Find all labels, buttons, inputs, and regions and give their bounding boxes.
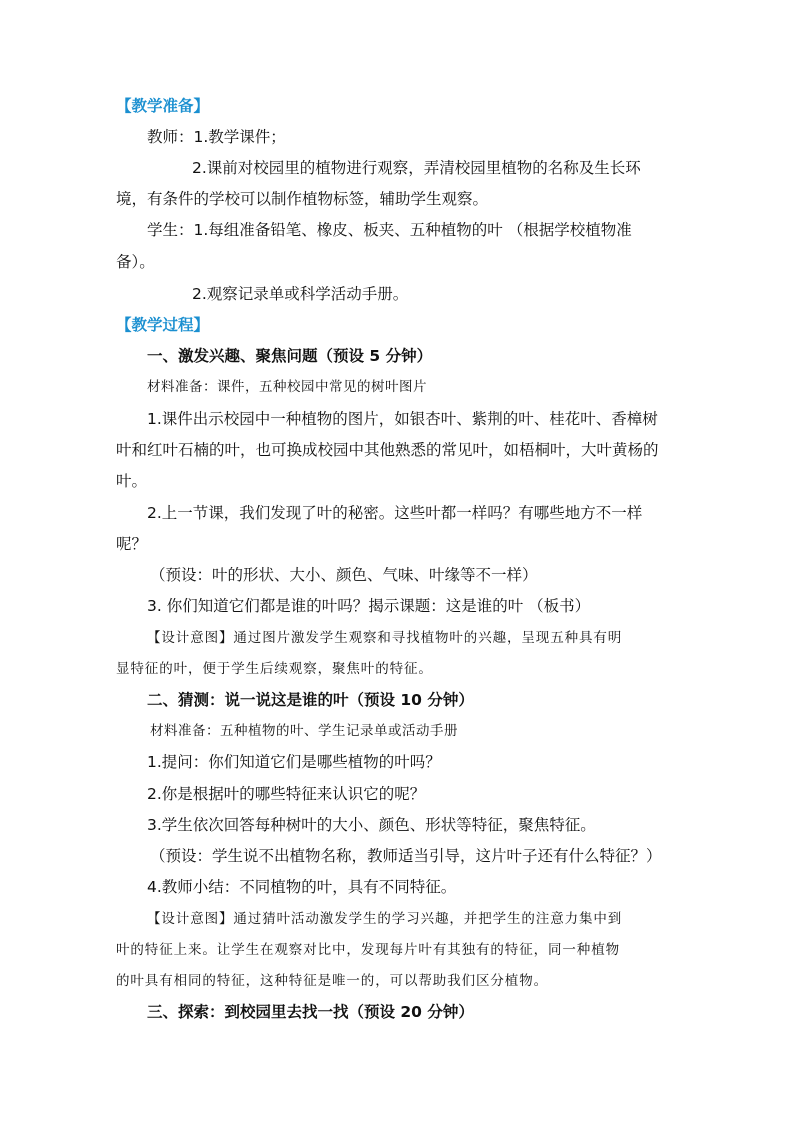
step-1-p1-line-2: 叶和红叶石楠的叶，也可换成校园中其他熟悉的常见叶，如梧桐叶，大叶黄杨的	[116, 441, 659, 459]
step-2-p2: 2.你是根据叶的哪些特征来认识它的呢？	[147, 785, 426, 803]
step-1-design-intent-line-1: 【设计意图】通过图片激发学生观察和寻找植物叶的兴趣，呈现五种具有明	[147, 630, 623, 646]
step-2-title: 二、猜测：说一说这是谁的叶（预设 10 分钟）	[147, 691, 474, 709]
step-1-p1-line-1: 1.课件出示校园中一种植物的图片，如银杏叶、紫荆的叶、桂花叶、香樟树	[147, 410, 658, 428]
step-1-p3: 3. 你们知道它们都是谁的叶吗？揭示课题：这是谁的叶 （板书）	[147, 597, 591, 615]
step-3-title: 三、探索：到校园里去找一找（预设 20 分钟）	[147, 1003, 474, 1021]
student-item-2: 2.观察记录单或科学活动手册。	[192, 285, 409, 303]
step-1-design-intent-line-2: 显特征的叶，便于学生后续观察，聚焦叶的特征。	[116, 661, 433, 677]
student-item-1-line-2: 备）。	[116, 253, 155, 271]
step-1-p2-line-1: 2.上一节课，我们发现了叶的秘密。这些叶都一样吗？有哪些地方不一样	[147, 504, 643, 522]
step-2-design-intent-line-3: 的叶具有相同的特征，这种特征是唯一的，可以帮助我们区分植物。	[116, 973, 548, 989]
step-1-materials: 材料准备：课件，五种校园中常见的树叶图片	[147, 379, 427, 395]
section-heading-preparation: 【教学准备】	[116, 97, 210, 115]
step-2-materials: 材料准备：五种植物的叶、学生记录单或活动手册	[150, 723, 458, 739]
student-item-1-line-1: 学生：1.每组准备铅笔、橡皮、板夹、五种植物的叶 （根据学校植物准	[147, 221, 632, 239]
step-2-p1: 1.提问：你们知道它们是哪些植物的叶吗？	[147, 753, 441, 771]
step-1-p1-line-3: 叶。	[116, 472, 148, 490]
step-1-preset: （预设：叶的形状、大小、颜色、气味、叶缘等不一样）	[150, 566, 538, 584]
section-heading-process: 【教学过程】	[116, 316, 210, 334]
step-2-preset: （预设：学生说不出植物名称，教师适当引导，这片叶子还有什么特征？）	[150, 847, 662, 865]
step-1-p2-line-2: 呢？	[116, 535, 148, 553]
teacher-item-1: 教师：1.教学课件；	[147, 128, 286, 146]
teacher-item-2-line-2: 境，有条件的学校可以制作植物标签，辅助学生观察。	[116, 190, 489, 208]
step-2-design-intent-line-1: 【设计意图】通过猜叶活动激发学生的学习兴趣，并把学生的注意力集中到	[147, 911, 623, 927]
teacher-item-2-line-1: 2.课前对校园里的植物进行观察，弄清校园里植物的名称及生长环	[192, 159, 641, 177]
step-1-title: 一、激发兴趣、聚焦问题（预设 5 分钟）	[147, 347, 433, 365]
step-2-p3: 3.学生依次回答每种树叶的大小、颜色、形状等特征，聚焦特征。	[147, 816, 596, 834]
step-2-p4: 4.教师小结：不同植物的叶，具有不同特征。	[147, 878, 457, 896]
step-2-design-intent-line-2: 叶的特征上来。让学生在观察对比中，发现每片叶有其独有的特征，同一种植物	[116, 942, 620, 958]
